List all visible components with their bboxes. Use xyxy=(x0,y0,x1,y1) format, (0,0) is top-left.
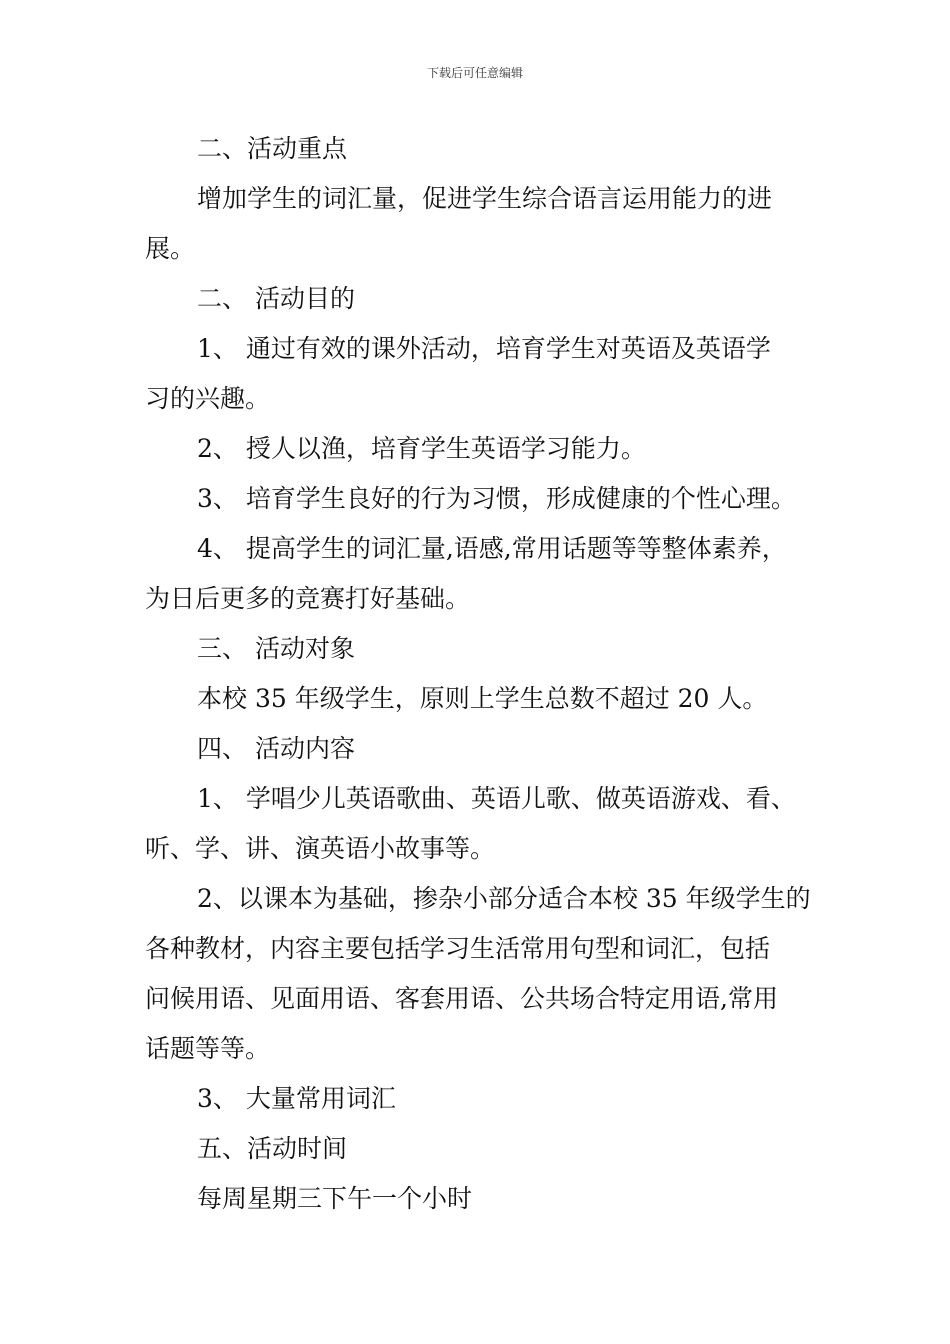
document-body xyxy=(145,124,810,1224)
purpose-item-2: 2、 授人以渔，培育学生英语学习能力。 xyxy=(197,434,646,463)
purpose-item-1-line-2: 习的兴趣。 xyxy=(145,384,271,413)
page-header-note: 下载后可任意编辑 xyxy=(426,66,523,80)
section-heading-target: 三、 活动对象 xyxy=(197,634,355,663)
content-item-1-line-2: 听、学、讲、演英语小故事等。 xyxy=(145,834,496,863)
section-heading-content: 四、 活动内容 xyxy=(197,734,355,763)
paragraph-target: 本校 35 年级学生，原则上学生总数不超过 20 人。 xyxy=(197,684,768,713)
content-item-2-line-2: 各种教材，内容主要包括学习生活常用句型和词汇，包括 xyxy=(145,934,771,963)
paragraph-focus-line-2: 展。 xyxy=(145,234,196,263)
purpose-item-3: 3、 培育学生良好的行为习惯，形成健康的个性心理。 xyxy=(197,484,796,513)
content-item-2-line-3: 问候用语、见面用语、客套用语、公共场合特定用语,常用 xyxy=(145,984,778,1013)
purpose-item-4-line-1: 4、 提高学生的词汇量,语感,常用话题等等整体素养， xyxy=(197,534,787,563)
paragraph-time: 每周星期三下午一个小时 xyxy=(197,1184,473,1213)
content-item-2-line-1: 2、以课本为基础，掺杂小部分适合本校 35 年级学生的 xyxy=(197,884,811,913)
purpose-item-1-line-1: 1、 通过有效的课外活动，培育学生对英语及英语学 xyxy=(197,334,771,363)
section-heading-time: 五、活动时间 xyxy=(197,1134,348,1163)
content-item-1-line-1: 1、 学唱少儿英语歌曲、英语儿歌、做英语游戏、看、 xyxy=(197,784,796,813)
section-heading-purpose: 二、 活动目的 xyxy=(197,284,355,313)
purpose-item-4-line-2: 为日后更多的竞赛打好基础。 xyxy=(145,584,471,613)
section-heading-focus: 二、活动重点 xyxy=(197,134,348,163)
content-item-3: 3、 大量常用词汇 xyxy=(197,1084,396,1113)
paragraph-focus-line-1: 增加学生的词汇量，促进学生综合语言运用能力的进 xyxy=(197,184,773,213)
content-item-2-line-4: 话题等等。 xyxy=(145,1034,271,1063)
